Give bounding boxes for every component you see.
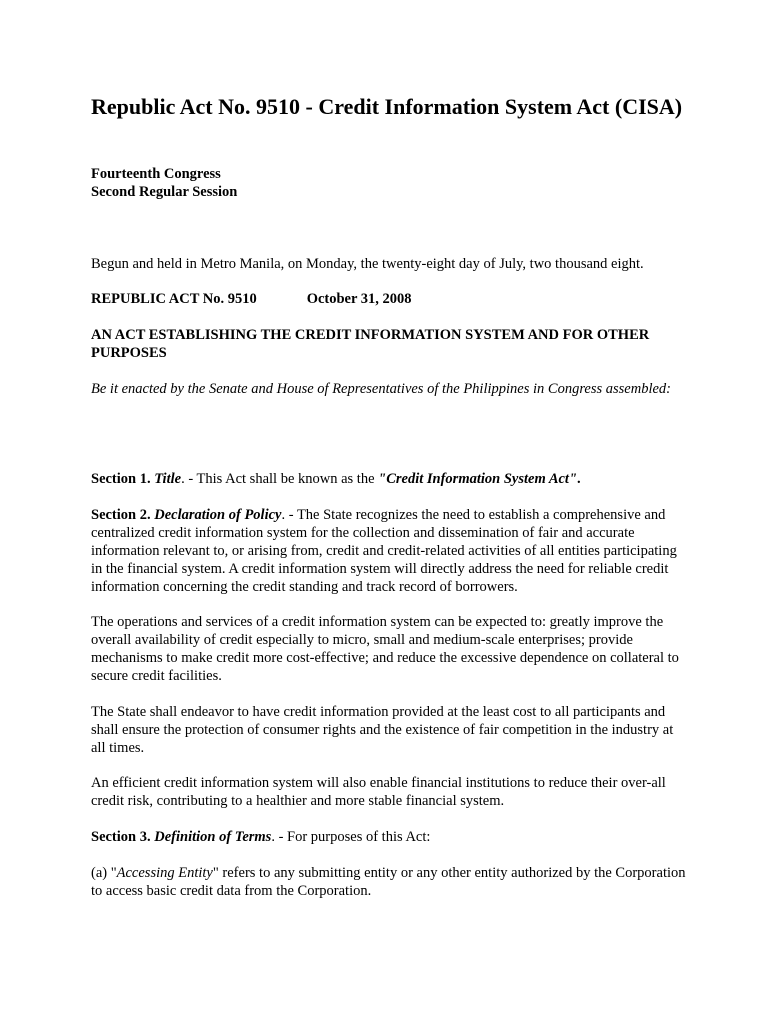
section-1-quote: "Credit Information System Act"	[378, 471, 578, 487]
session-label: Second Regular Session	[91, 184, 238, 200]
congress-label: Fourteenth Congress	[91, 166, 221, 182]
section-1: Section 1. Title. - This Act shall be known as the "Credit Information System Act".	[91, 471, 581, 487]
state-paragraph: The State shall endeavor to have credit information provided at the least cost to all participants and shall ensure the protection of consumer rights and the existence of fair competition in the industry at all times.	[91, 704, 674, 756]
section-1-title: Title	[154, 471, 182, 487]
section-1-number: Section 1.	[91, 471, 151, 487]
section-2-title: Declaration of Policy	[154, 507, 282, 523]
section-3	[91, 828, 691, 846]
section-2-number: Section 2.	[91, 507, 151, 523]
act-heading: AN ACT ESTABLISHING THE CREDIT INFORMATION SYSTEM AND FOR OTHER PURPOSES	[91, 327, 650, 361]
congress-header	[91, 165, 691, 201]
definition-a-term: Accessing Entity	[116, 865, 213, 881]
enacting-clause: Be it enacted by the Senate and House of Representatives of the Philippines in Congress assembled:	[91, 381, 672, 397]
act-number: REPUBLIC ACT No. 9510	[91, 291, 257, 307]
definition-a-text: " refers to any submitting entity or any other entity authorized by the Corporation to access basic credit data from the Corporation.	[91, 865, 686, 899]
section-2-text: . - The State recognizes the need to establish a comprehensive and centralized credit information system for the collection and dissemination of fair and accurate information relevant to, or arising from, credit and credit-related activities of all entities participating in the financial system. A credit information system will directly address the need for reliable credit information concerning the credit standing and track record of borrowers.	[91, 507, 677, 595]
section-1-text: . - This Act shall be known as the	[181, 471, 379, 487]
operations-paragraph: The operations and services of a credit information system can be expected to: greatly improve the overall availability of credit especially to micro, small and medium-scale enterprises; provide mechanisms to make credit more cost-effective; and reduce the excessive dependence on collateral to secure credit facilities.	[91, 614, 679, 684]
begun-paragraph: Begun and held in Metro Manila, on Monday, the twenty-eight day of July, two thousand eight.	[91, 256, 644, 272]
efficient-paragraph: An efficient credit information system will also enable financial institutions to reduce their over-all credit risk, contributing to a healthier and more stable financial system.	[91, 775, 666, 809]
definition-a: (a) "Accessing Entity" refers to any submitting entity or any other entity authorized by the Corporation to access basic credit data from the Corporation.	[91, 865, 686, 899]
act-date: October 31, 2008	[306, 291, 412, 307]
section-3-text: . - For purposes of this Act:	[271, 829, 431, 845]
act-number-line	[91, 290, 691, 308]
document-title: Republic Act No. 9510 - Credit Information System Act (CISA)	[91, 94, 683, 119]
section-2	[91, 506, 691, 596]
section-3-number: Section 3.	[91, 829, 151, 845]
section-3-title: Definition of Terms	[154, 829, 272, 845]
